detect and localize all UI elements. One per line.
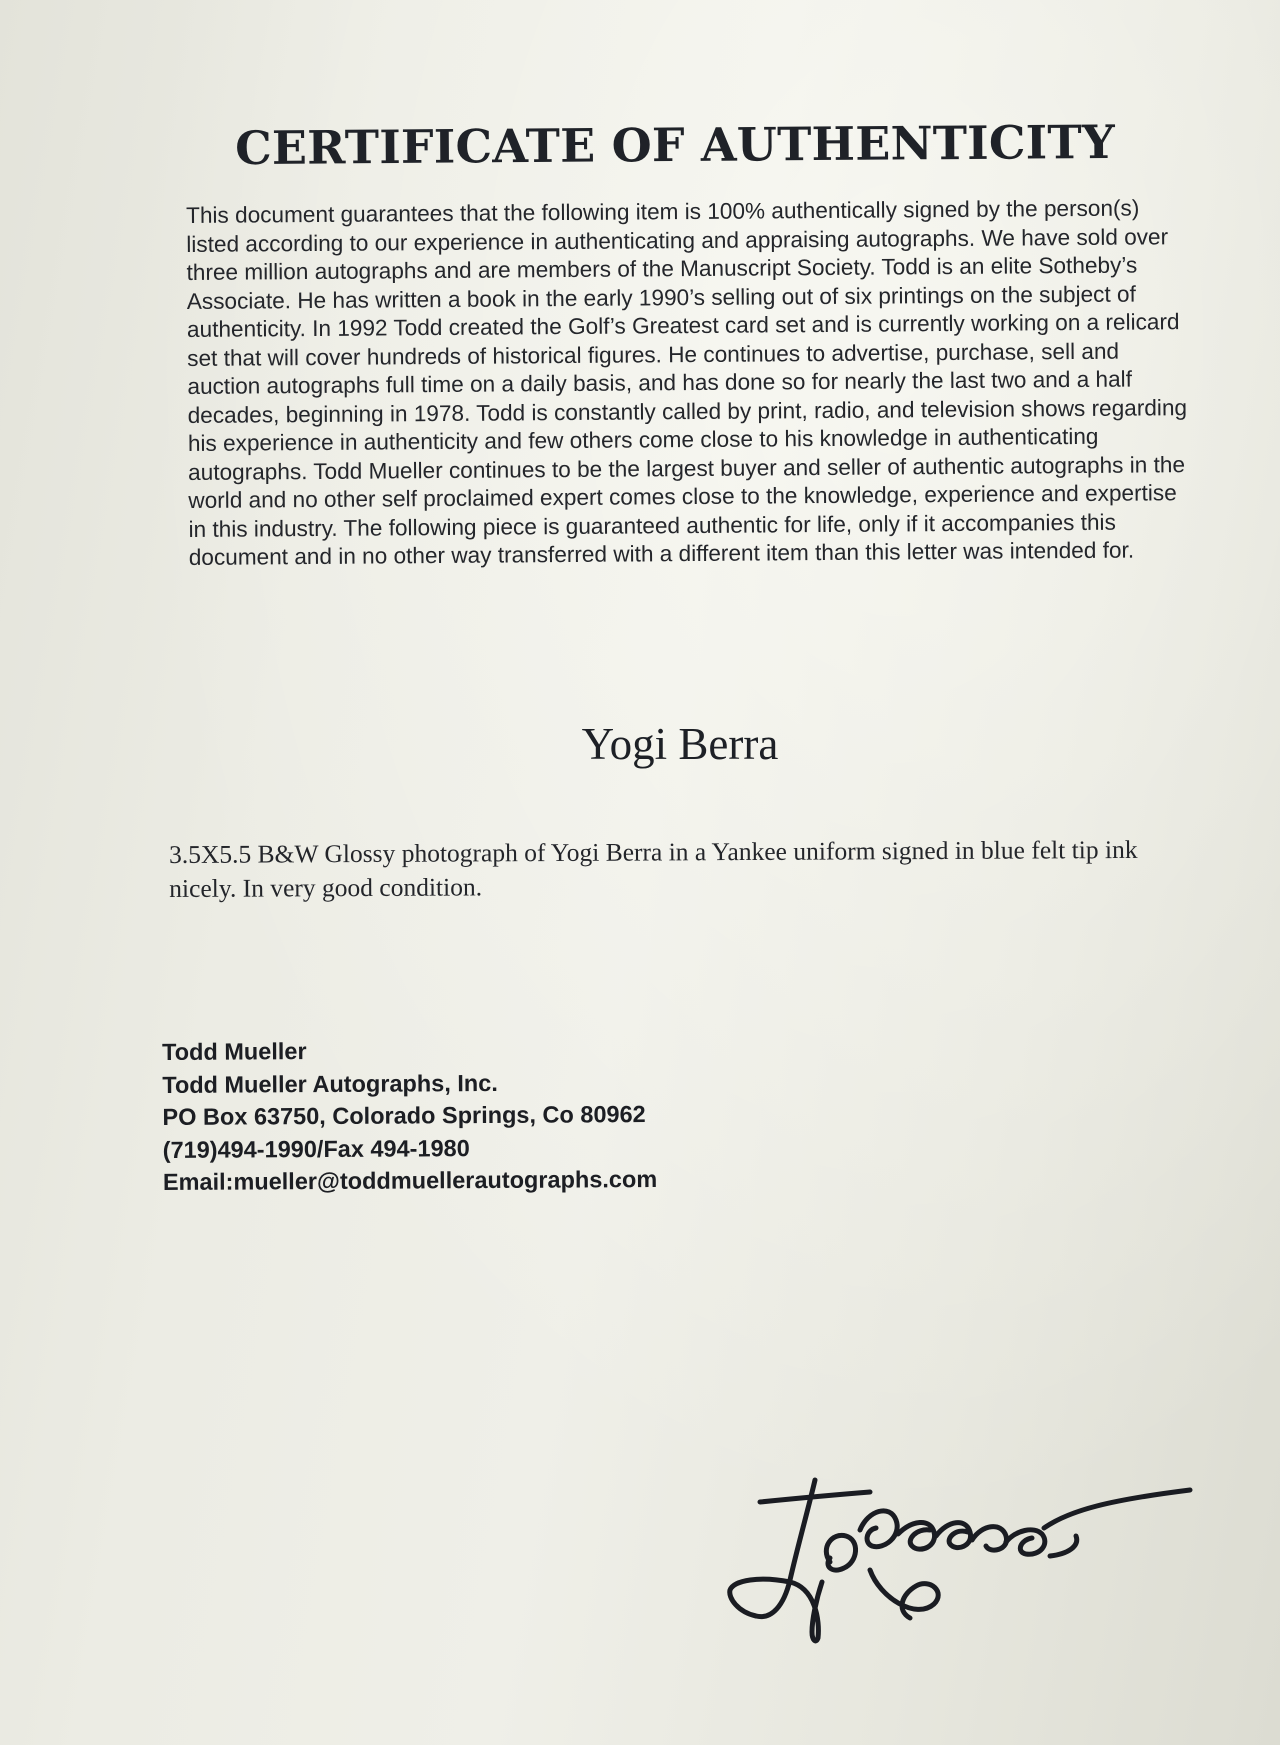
certificate-body: This document guarantees that the following item is 100% authentically signed by the person(s) listed according to our experience in authenticating and appraising autographs. We have sold over three million autographs and are members of the Manuscript Society. Todd is an elite Sotheby’s Associate. He has written a book in the early 1990’s selling out of six printings on the subject of authenticity. In 1992 Todd created the Golf’s Greatest card set and is currently working on a relicard set that will cover hundreds of historical figures. He continues to advertise, purchase, sell and auction autographs full time on a daily basis, and has done so for nearly the last two and a half decades, beginning in 1978. Todd is constantly called by print, radio, and television shows regarding his experience in authenticity and few others come close to his knowledge in authenticating autographs. Todd Mueller continues to be the largest buyer and seller of authentic autographs in the world and no other self proclaimed expert comes close to the knowledge, experience and expertise in this industry. The following piece is guaranteed authentic for life, only if it accompanies this document and in no other way transferred with a different item than this letter was intended for. xyxy=(186,195,1188,570)
handwritten-signature xyxy=(720,1470,1200,1650)
contact-block xyxy=(162,1032,863,1199)
certificate-title: CERTIFICATE OF AUTHENTICITY xyxy=(234,114,1116,176)
item-name: Yogi Berra xyxy=(581,719,779,769)
contact-company: Todd Mueller Autographs, Inc. xyxy=(162,1069,498,1098)
contact-email: Email:mueller@toddmuellerautographs.com xyxy=(162,1165,658,1195)
item-description: 3.5X5.5 B&W Glossy photograph of Yogi Berra in a Yankee uniform signed in blue felt tip ink nicely. In very good condition. xyxy=(169,834,1138,903)
contact-phone: (719)494-1990/Fax 494-1980 xyxy=(162,1134,470,1163)
contact-address: PO Box 63750, Colorado Springs, Co 80962 xyxy=(162,1101,646,1130)
contact-name: Todd Mueller xyxy=(162,1038,307,1065)
